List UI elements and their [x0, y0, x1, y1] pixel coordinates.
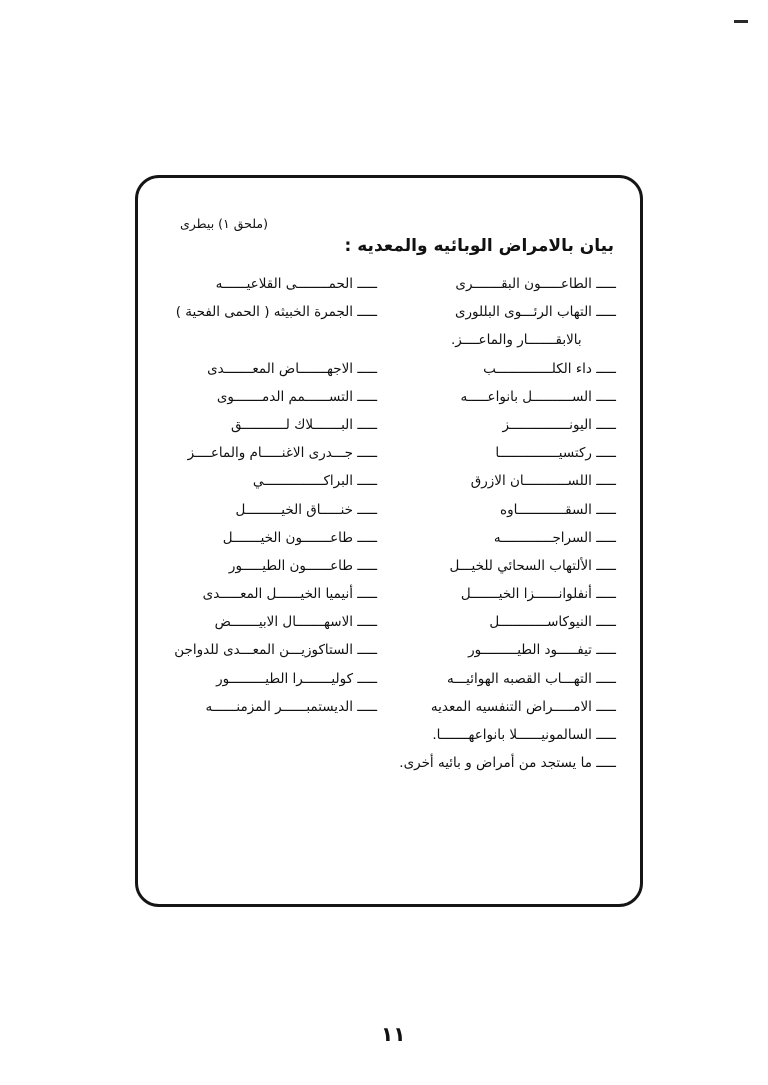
- disease-item-right: ـــــ اللســـــــــــان الازرق: [470, 473, 616, 490]
- disease-item-left: ـــــ خنـــــاق الخيـــــــــل: [235, 501, 378, 518]
- disease-item-right: ـــــ السقــــــــــــاوه: [500, 501, 616, 518]
- disease-item-right: ـــــ الامـــــراض التنفسيه المعديه: [430, 698, 616, 715]
- disease-item-right: ـــــ ما يستجد من أمراض و بائيه أخرى.: [399, 755, 616, 772]
- disease-row: [152, 326, 616, 354]
- disease-item-left: ـــــ طاعـــــــون الخيـــــــل: [222, 529, 378, 546]
- disease-item-right: ـــــ الســــــــــل بانواعـــــه: [460, 388, 616, 405]
- appendix-note: (ملحق ١) بيطرى: [180, 216, 268, 231]
- page-number: ١١: [381, 1022, 406, 1046]
- disease-item-right: ـــــ السراجـــــــــــــه: [493, 529, 616, 546]
- disease-row: [152, 467, 616, 495]
- disease-item-right: ـــــ السالمونيــــــلا بانواعهـــــــا.: [432, 727, 616, 743]
- disease-row: [152, 496, 616, 524]
- disease-item-right: ـــــ أنفلوانــــــزا الخيـــــــل: [460, 586, 616, 603]
- disease-item-right: ـــــ تيفـــــود الطيـــــــــور: [468, 642, 616, 659]
- disease-item-left: ـــــ الحمــــــــى القلاعيــــــه: [215, 276, 378, 292]
- disease-row: [152, 608, 616, 636]
- page-title: بيان بالامراض الوبائيه والمعديه :: [344, 236, 614, 256]
- disease-item-left: ـــــ الديستمبــــــر المزمنــــــه: [205, 698, 378, 715]
- corner-dash-mark: [734, 20, 748, 23]
- disease-item-left: ـــــ جـــدرى الاغنـــــام والماعــــز: [187, 445, 378, 462]
- disease-item-left: ـــــ البـــــــلاك لـــــــــــق: [231, 416, 378, 433]
- disease-item-left: ـــــ التســــــمم الدمـــــــوى: [216, 388, 378, 405]
- disease-row: [152, 665, 616, 693]
- disease-row: [152, 439, 616, 467]
- disease-row: [152, 636, 616, 664]
- disease-list: [152, 270, 616, 777]
- disease-item-left: ـــــ الستاكوزيـــن المعـــدى للدواجن: [174, 642, 378, 659]
- disease-row: [152, 693, 616, 721]
- disease-row: [152, 749, 616, 777]
- disease-item-right: ـــــ التهاب الرئـــوى البللورى: [454, 304, 616, 321]
- disease-item-right: ـــــ الطاعـــــون البقـــــــرى: [455, 276, 616, 292]
- disease-item-left: ـــــ طاعــــــون الطيـــــور: [228, 557, 378, 574]
- disease-item-right: ـــــ اليونـــــــــــــــز: [502, 416, 616, 433]
- disease-row: [152, 721, 616, 749]
- disease-row: [152, 524, 616, 552]
- disease-item-right: بالابقـــــــار والماعــــز.: [450, 332, 616, 349]
- disease-item-left: ـــــ أنيميا الخيــــــل المعـــــدى: [202, 586, 378, 603]
- disease-row: [152, 355, 616, 383]
- disease-item-left: ـــــ كوليـــــــرا الطيـــــــــور: [216, 670, 378, 687]
- disease-item-right: ـــــ ركتسيـــــــــــــــا: [495, 445, 616, 462]
- disease-item-right: ـــــ داء الكلــــــــــــــب: [483, 360, 616, 377]
- disease-row: [152, 411, 616, 439]
- disease-row: [152, 552, 616, 580]
- disease-item-left: ـــــ الاجهـــــــاض المعـــــــدى: [207, 360, 378, 377]
- disease-item-left: ـــــ البراكـــــــــــــــي: [252, 473, 378, 490]
- disease-row: [152, 580, 616, 608]
- disease-row: [152, 383, 616, 411]
- disease-row: [152, 270, 616, 298]
- disease-item-right: ـــــ التهـــاب القصبه الهوائيـــه: [447, 670, 616, 687]
- disease-item-right: ـــــ الألتهاب السحائي للخيـــل: [449, 557, 616, 574]
- disease-row: [152, 298, 616, 326]
- disease-item-right: ـــــ النيوكاســــــــــــل: [489, 614, 616, 631]
- document-border-frame: [135, 175, 643, 907]
- disease-item-left: ـــــ الاسهـــــــال الابيـــــــض: [214, 614, 378, 631]
- disease-item-left: ـــــ الجمرة الخبيثه ( الحمى الفحية ): [175, 304, 378, 321]
